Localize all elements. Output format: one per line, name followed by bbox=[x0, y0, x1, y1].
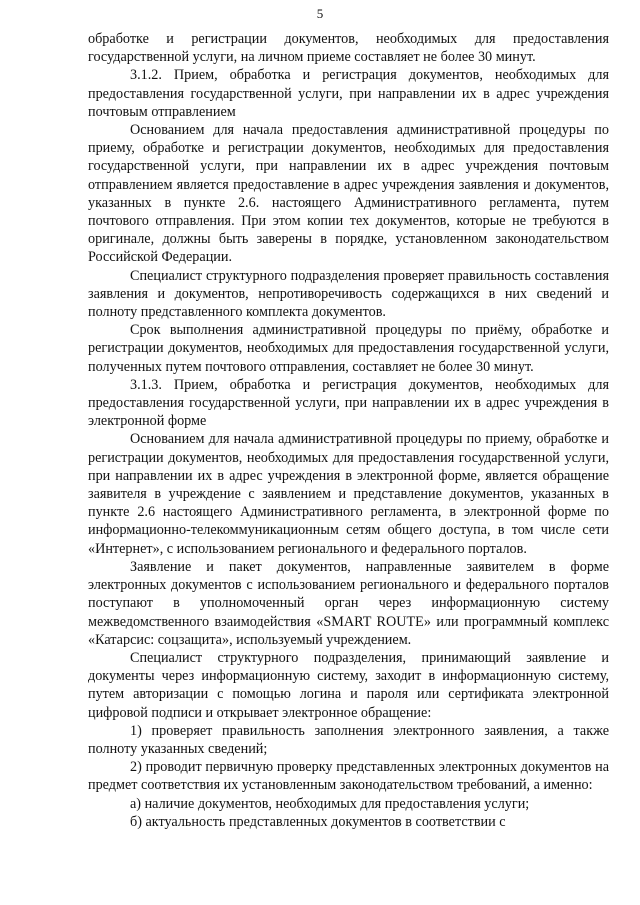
paragraph: Специалист структурного подразделения, принимающий заявление и документы через информационную систему, заходит в информационную систему, путем авторизации с помощью логина и пароля или сертификата электронной цифровой подписи и открывает электронное обращение: bbox=[88, 649, 609, 721]
page-number: 5 bbox=[316, 6, 324, 21]
paragraph: Специалист структурного подразделения проверяет правильность составления заявления и документов, непротиворечивость содержащихся в них сведений и полноту представленного комплекта документов. bbox=[88, 267, 609, 321]
paragraph: Основанием для начала предоставления административной процедуры по приему, обработке и регистрации документов, необходимых для предоставления государственной услуги, при направлении их в адрес учреждения почтовым отправлением является предоставление в адрес учреждения заявления и документов, указанных в пункте 2.6. настоящего Административного регламента, путем почтового отправления. При этом копии тех документов, которые не требуются в оригинале, должны быть заверены в порядке, установленном законодательством Российской Федерации. bbox=[88, 122, 609, 266]
list-item: б) актуальность представленных документов в соответствии с bbox=[130, 813, 506, 830]
list-item: 1) проверяет правильность заполнения электронного заявления, а также полноту указанных сведений; bbox=[88, 722, 609, 757]
section-heading-3-1-3: 3.1.3. Прием, обработка и регистрация документов, необходимых для предоставления государственной услуги, при направлении их в адрес учреждения в электронной форме bbox=[88, 376, 609, 430]
list-item: а) наличие документов, необходимых для предоставления услуги; bbox=[130, 795, 530, 812]
section-heading-3-1-2: 3.1.2. Прием, обработка и регистрация документов, необходимых для предоставления государственной услуги, при направлении их в адрес учреждения почтовым отправлением bbox=[88, 67, 609, 120]
paragraph: Заявление и пакет документов, направленные заявителем в форме электронных документов с использованием регионального и федерального порталов поступают в уполномоченный орган через информационную систему межведомственного взаимодействия «SMART ROUTE» или программный комплекс «Катарсис: соцзащита», используемый учреждением. bbox=[88, 558, 609, 648]
paragraph: обработке и регистрации документов, необходимых для предоставления государственной услуги, на личном приеме составляет не более 30 минут. bbox=[88, 31, 609, 66]
document-body bbox=[88, 30, 609, 831]
paragraph: Срок выполнения административной процедуры по приёму, обработке и регистрации документов, необходимых для предоставления государственной услуги, полученных путем почтового отправления, составляет не более 30 минут. bbox=[88, 322, 609, 375]
paragraph: Основанием для начала административной процедуры по приему, обработке и регистрации документов, необходимых для предоставления государственной услуги, при направлении их в адрес учреждения в электронной форме, является обращение заявителя в учреждение с заявлением и представление документов, указанных в пункте 2.6 настоящего Административного регламента, в электронной форме по информационно-телекоммуникационным сетям общего доступа, в том числе сети «Интернет», с использованием регионального и федерального порталов. bbox=[88, 431, 609, 557]
list-item: 2) проводит первичную проверку представленных электронных документов на предмет соответствия их установленным законодательством требований, а именно: bbox=[88, 759, 609, 794]
